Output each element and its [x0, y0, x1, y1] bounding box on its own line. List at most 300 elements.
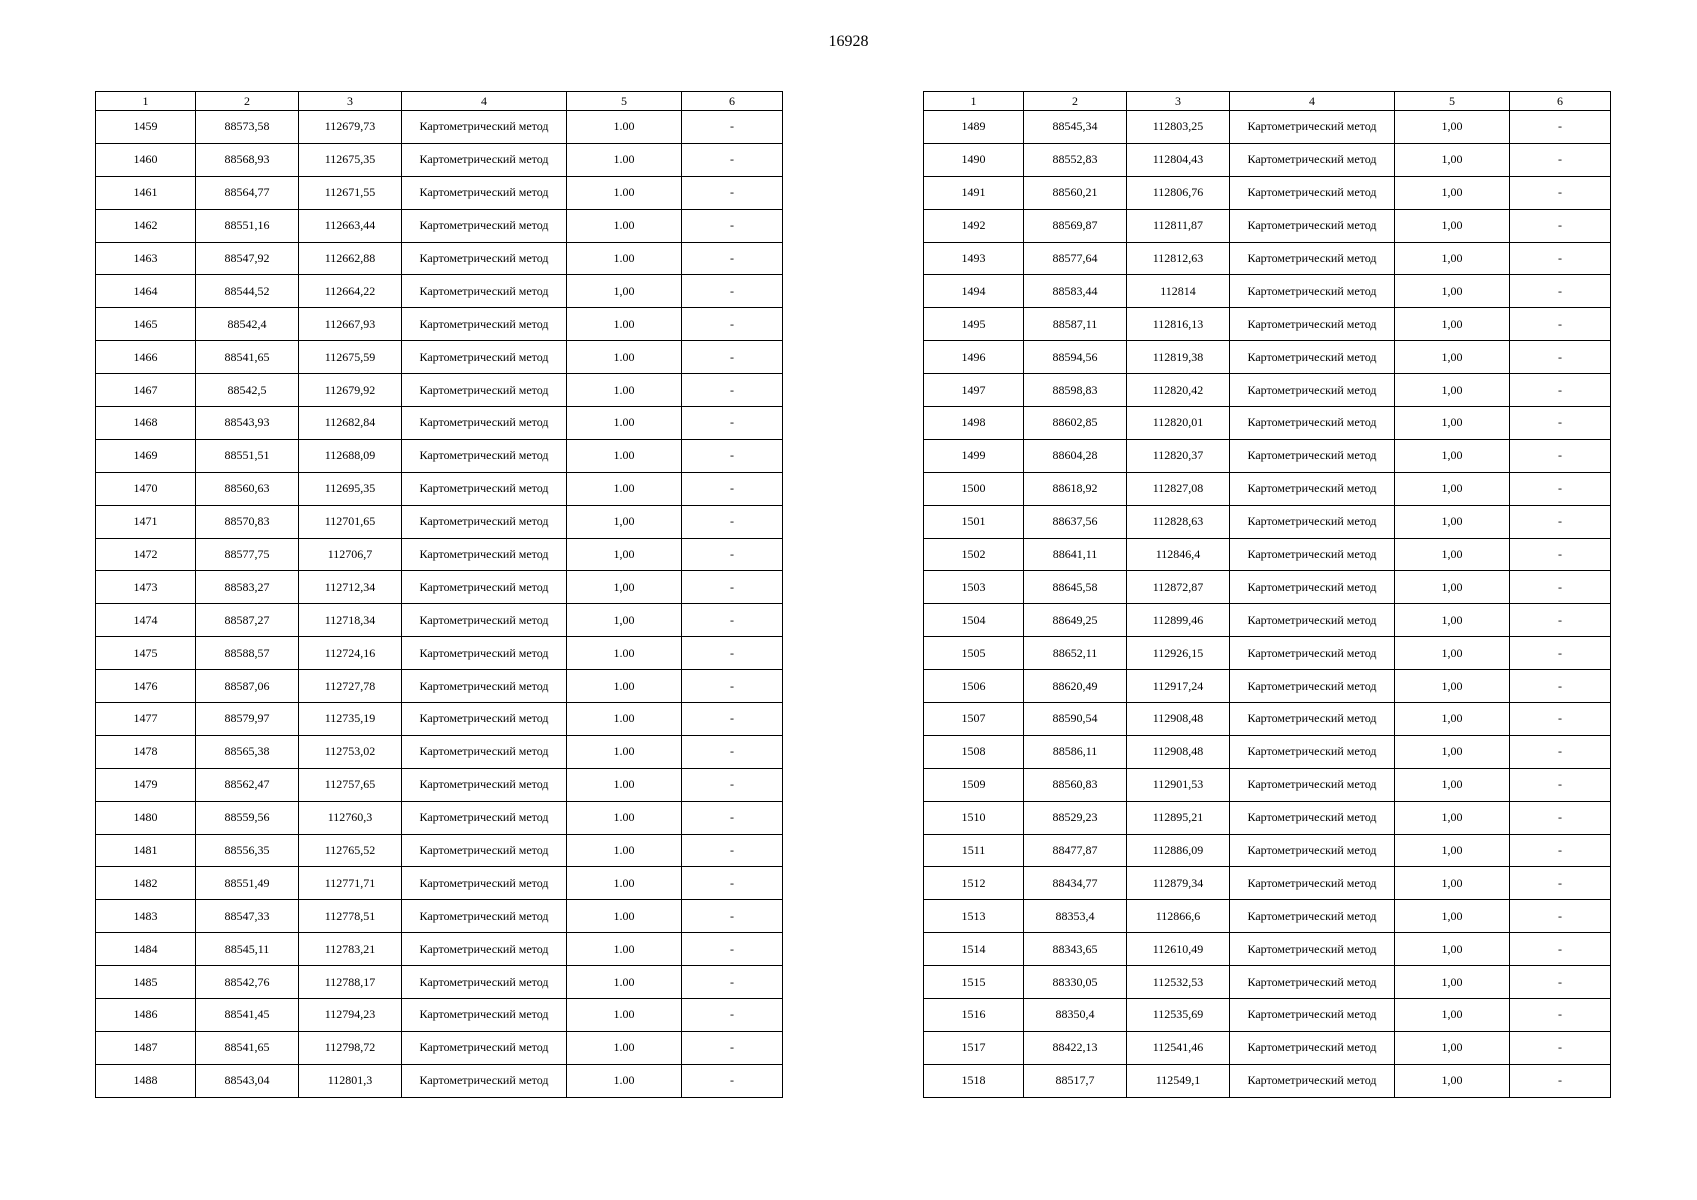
accuracy-cell: 1.00	[567, 308, 682, 341]
method-cell: Картометрический метод	[402, 242, 567, 275]
method-cell: Картометрический метод	[402, 670, 567, 703]
x-coordinate-cell: 88541,65	[196, 341, 299, 374]
description-cell: -	[682, 111, 783, 144]
point-number-cell: 1503	[924, 571, 1024, 604]
point-number-cell: 1502	[924, 538, 1024, 571]
y-coordinate-cell: 112679,92	[299, 374, 402, 407]
point-number-cell: 1496	[924, 341, 1024, 374]
y-coordinate-cell: 112682,84	[299, 407, 402, 440]
accuracy-cell: 1.00	[567, 439, 682, 472]
description-cell: -	[682, 867, 783, 900]
y-coordinate-cell: 112667,93	[299, 308, 402, 341]
point-number-cell: 1461	[96, 176, 196, 209]
y-coordinate-cell: 112771,71	[299, 867, 402, 900]
table-row	[96, 703, 783, 736]
point-number-cell: 1484	[96, 933, 196, 966]
method-cell: Картометрический метод	[402, 735, 567, 768]
description-cell: -	[682, 209, 783, 242]
table-row	[924, 275, 1611, 308]
x-coordinate-cell: 88562,47	[196, 768, 299, 801]
table-row	[924, 834, 1611, 867]
method-cell: Картометрический метод	[1230, 143, 1395, 176]
method-cell: Картометрический метод	[1230, 275, 1395, 308]
method-cell: Картометрический метод	[402, 143, 567, 176]
accuracy-cell: 1.00	[567, 801, 682, 834]
point-number-cell: 1516	[924, 999, 1024, 1032]
description-cell: -	[682, 768, 783, 801]
accuracy-cell: 1,00	[567, 275, 682, 308]
table-row	[924, 472, 1611, 505]
point-number-cell: 1501	[924, 505, 1024, 538]
description-cell: -	[682, 801, 783, 834]
y-coordinate-cell: 112801,3	[299, 1064, 402, 1097]
method-cell: Картометрический метод	[402, 966, 567, 999]
point-number-cell: 1466	[96, 341, 196, 374]
point-number-cell: 1517	[924, 1031, 1024, 1064]
accuracy-cell: 1.00	[567, 867, 682, 900]
x-coordinate-cell: 88551,49	[196, 867, 299, 900]
point-number-cell: 1512	[924, 867, 1024, 900]
description-cell: -	[1510, 209, 1611, 242]
point-number-cell: 1507	[924, 703, 1024, 736]
y-coordinate-cell: 112820,01	[1127, 407, 1230, 440]
description-cell: -	[1510, 604, 1611, 637]
table-row	[96, 505, 783, 538]
table-row	[924, 801, 1611, 834]
method-cell: Картометрический метод	[1230, 834, 1395, 867]
method-cell: Картометрический метод	[1230, 637, 1395, 670]
point-number-cell: 1470	[96, 472, 196, 505]
point-number-cell: 1473	[96, 571, 196, 604]
table-row	[924, 308, 1611, 341]
point-number-cell: 1477	[96, 703, 196, 736]
y-coordinate-cell: 112541,46	[1127, 1031, 1230, 1064]
description-cell: -	[682, 472, 783, 505]
table-row	[96, 472, 783, 505]
method-cell: Картометрический метод	[1230, 407, 1395, 440]
x-coordinate-cell: 88543,93	[196, 407, 299, 440]
accuracy-cell: 1,00	[1395, 834, 1510, 867]
y-coordinate-cell: 112695,35	[299, 472, 402, 505]
method-cell: Картометрический метод	[402, 933, 567, 966]
accuracy-cell: 1,00	[1395, 407, 1510, 440]
y-coordinate-cell: 112765,52	[299, 834, 402, 867]
x-coordinate-cell: 88570,83	[196, 505, 299, 538]
point-number-cell: 1495	[924, 308, 1024, 341]
description-cell: -	[1510, 834, 1611, 867]
table-row	[96, 637, 783, 670]
accuracy-cell: 1,00	[1395, 242, 1510, 275]
table-row	[96, 242, 783, 275]
y-coordinate-cell: 112806,76	[1127, 176, 1230, 209]
method-cell: Картометрический метод	[402, 1031, 567, 1064]
point-number-cell: 1479	[96, 768, 196, 801]
point-number-cell: 1511	[924, 834, 1024, 867]
y-coordinate-cell: 112706,7	[299, 538, 402, 571]
column-header: 3	[299, 92, 402, 111]
point-number-cell: 1465	[96, 308, 196, 341]
table-row	[96, 933, 783, 966]
table-row	[924, 933, 1611, 966]
point-number-cell: 1459	[96, 111, 196, 144]
table-row	[96, 111, 783, 144]
accuracy-cell: 1,00	[1395, 143, 1510, 176]
method-cell: Картометрический метод	[1230, 176, 1395, 209]
method-cell: Картометрический метод	[402, 999, 567, 1032]
method-cell: Картометрический метод	[402, 275, 567, 308]
x-coordinate-cell: 88587,06	[196, 670, 299, 703]
x-coordinate-cell: 88560,63	[196, 472, 299, 505]
x-coordinate-cell: 88560,21	[1024, 176, 1127, 209]
accuracy-cell: 1,00	[1395, 735, 1510, 768]
accuracy-cell: 1.00	[567, 670, 682, 703]
table-row	[96, 407, 783, 440]
point-number-cell: 1492	[924, 209, 1024, 242]
y-coordinate-cell: 112866,6	[1127, 900, 1230, 933]
table-row	[96, 1031, 783, 1064]
column-header: 6	[1510, 92, 1611, 111]
table-row	[924, 374, 1611, 407]
y-coordinate-cell: 112675,59	[299, 341, 402, 374]
x-coordinate-cell: 88517,7	[1024, 1064, 1127, 1097]
y-coordinate-cell: 112549,1	[1127, 1064, 1230, 1097]
y-coordinate-cell: 112827,08	[1127, 472, 1230, 505]
description-cell: -	[682, 966, 783, 999]
accuracy-cell: 1,00	[567, 571, 682, 604]
point-number-cell: 1485	[96, 966, 196, 999]
method-cell: Картометрический метод	[402, 111, 567, 144]
description-cell: -	[682, 143, 783, 176]
column-header: 1	[96, 92, 196, 111]
x-coordinate-cell: 88577,64	[1024, 242, 1127, 275]
table-row	[924, 341, 1611, 374]
method-cell: Картометрический метод	[402, 604, 567, 637]
y-coordinate-cell: 112788,17	[299, 966, 402, 999]
method-cell: Картометрический метод	[1230, 703, 1395, 736]
description-cell: -	[1510, 1064, 1611, 1097]
x-coordinate-cell: 88583,27	[196, 571, 299, 604]
description-cell: -	[1510, 341, 1611, 374]
description-cell: -	[1510, 571, 1611, 604]
y-coordinate-cell: 112820,42	[1127, 374, 1230, 407]
table-row	[96, 670, 783, 703]
y-coordinate-cell: 112679,73	[299, 111, 402, 144]
description-cell: -	[1510, 143, 1611, 176]
x-coordinate-cell: 88556,35	[196, 834, 299, 867]
point-number-cell: 1483	[96, 900, 196, 933]
description-cell: -	[1510, 439, 1611, 472]
accuracy-cell: 1,00	[567, 604, 682, 637]
table-row	[96, 834, 783, 867]
method-cell: Картометрический метод	[402, 867, 567, 900]
method-cell: Картометрический метод	[1230, 374, 1395, 407]
method-cell: Картометрический метод	[402, 637, 567, 670]
description-cell: -	[1510, 1031, 1611, 1064]
accuracy-cell: 1,00	[1395, 374, 1510, 407]
method-cell: Картометрический метод	[1230, 505, 1395, 538]
description-cell: -	[1510, 637, 1611, 670]
accuracy-cell: 1,00	[1395, 275, 1510, 308]
description-cell: -	[682, 933, 783, 966]
point-number-cell: 1463	[96, 242, 196, 275]
table-row	[924, 143, 1611, 176]
description-cell: -	[1510, 801, 1611, 834]
x-coordinate-cell: 88552,83	[1024, 143, 1127, 176]
y-coordinate-cell: 112778,51	[299, 900, 402, 933]
y-coordinate-cell: 112846,4	[1127, 538, 1230, 571]
method-cell: Картометрический метод	[1230, 867, 1395, 900]
description-cell: -	[1510, 308, 1611, 341]
point-number-cell: 1518	[924, 1064, 1024, 1097]
point-number-cell: 1510	[924, 801, 1024, 834]
point-number-cell: 1486	[96, 999, 196, 1032]
accuracy-cell: 1.00	[567, 1031, 682, 1064]
table-row	[96, 768, 783, 801]
description-cell: -	[682, 308, 783, 341]
y-coordinate-cell: 112535,69	[1127, 999, 1230, 1032]
accuracy-cell: 1,00	[1395, 571, 1510, 604]
table-body	[924, 111, 1611, 1098]
accuracy-cell: 1,00	[1395, 900, 1510, 933]
x-coordinate-cell: 88652,11	[1024, 637, 1127, 670]
point-number-cell: 1481	[96, 834, 196, 867]
accuracy-cell: 1.00	[567, 111, 682, 144]
method-cell: Картометрический метод	[1230, 111, 1395, 144]
description-cell: -	[682, 341, 783, 374]
point-number-cell: 1493	[924, 242, 1024, 275]
description-cell: -	[682, 670, 783, 703]
y-coordinate-cell: 112926,15	[1127, 637, 1230, 670]
point-number-cell: 1498	[924, 407, 1024, 440]
method-cell: Картометрический метод	[1230, 209, 1395, 242]
accuracy-cell: 1,00	[1395, 505, 1510, 538]
method-cell: Картометрический метод	[1230, 1031, 1395, 1064]
accuracy-cell: 1,00	[1395, 867, 1510, 900]
table-row	[96, 275, 783, 308]
method-cell: Картометрический метод	[402, 407, 567, 440]
table-row	[924, 111, 1611, 144]
table-row	[96, 966, 783, 999]
description-cell: -	[1510, 670, 1611, 703]
y-coordinate-cell: 112798,72	[299, 1031, 402, 1064]
x-coordinate-cell: 88350,4	[1024, 999, 1127, 1032]
y-coordinate-cell: 112712,34	[299, 571, 402, 604]
description-cell: -	[682, 637, 783, 670]
y-coordinate-cell: 112803,25	[1127, 111, 1230, 144]
point-number-cell: 1506	[924, 670, 1024, 703]
method-cell: Картометрический метод	[1230, 900, 1395, 933]
accuracy-cell: 1,00	[1395, 604, 1510, 637]
description-cell: -	[682, 834, 783, 867]
y-coordinate-cell: 112814	[1127, 275, 1230, 308]
accuracy-cell: 1,00	[567, 538, 682, 571]
description-cell: -	[682, 242, 783, 275]
accuracy-cell: 1.00	[567, 341, 682, 374]
table-row	[924, 604, 1611, 637]
description-cell: -	[1510, 966, 1611, 999]
description-cell: -	[1510, 999, 1611, 1032]
description-cell: -	[1510, 900, 1611, 933]
description-cell: -	[1510, 275, 1611, 308]
accuracy-cell: 1,00	[1395, 472, 1510, 505]
x-coordinate-cell: 88547,92	[196, 242, 299, 275]
x-coordinate-cell: 88565,38	[196, 735, 299, 768]
table-header-row	[96, 92, 783, 111]
description-cell: -	[1510, 538, 1611, 571]
y-coordinate-cell: 112783,21	[299, 933, 402, 966]
accuracy-cell: 1.00	[567, 1064, 682, 1097]
method-cell: Картометрический метод	[1230, 768, 1395, 801]
table-row	[924, 538, 1611, 571]
point-number-cell: 1460	[96, 143, 196, 176]
accuracy-cell: 1,00	[1395, 637, 1510, 670]
x-coordinate-cell: 88542,76	[196, 966, 299, 999]
x-coordinate-cell: 88645,58	[1024, 571, 1127, 604]
accuracy-cell: 1,00	[1395, 966, 1510, 999]
table-row	[96, 571, 783, 604]
method-cell: Картометрический метод	[1230, 308, 1395, 341]
point-number-cell: 1480	[96, 801, 196, 834]
table-row	[924, 1031, 1611, 1064]
table-row	[96, 308, 783, 341]
y-coordinate-cell: 112794,23	[299, 999, 402, 1032]
x-coordinate-cell: 88577,75	[196, 538, 299, 571]
description-cell: -	[682, 1064, 783, 1097]
y-coordinate-cell: 112724,16	[299, 637, 402, 670]
point-number-cell: 1513	[924, 900, 1024, 933]
table-row	[924, 176, 1611, 209]
accuracy-cell: 1.00	[567, 209, 682, 242]
accuracy-cell: 1,00	[1395, 176, 1510, 209]
column-header: 3	[1127, 92, 1230, 111]
point-number-cell: 1490	[924, 143, 1024, 176]
table-row	[924, 670, 1611, 703]
point-number-cell: 1489	[924, 111, 1024, 144]
description-cell: -	[1510, 407, 1611, 440]
column-header: 5	[567, 92, 682, 111]
x-coordinate-cell: 88545,11	[196, 933, 299, 966]
accuracy-cell: 1.00	[567, 735, 682, 768]
method-cell: Картометрический метод	[1230, 242, 1395, 275]
description-cell: -	[1510, 703, 1611, 736]
method-cell: Картометрический метод	[1230, 801, 1395, 834]
method-cell: Картометрический метод	[1230, 341, 1395, 374]
y-coordinate-cell: 112908,48	[1127, 703, 1230, 736]
point-number-cell: 1471	[96, 505, 196, 538]
accuracy-cell: 1.00	[567, 143, 682, 176]
description-cell: -	[682, 505, 783, 538]
method-cell: Картометрический метод	[402, 209, 567, 242]
accuracy-cell: 1,00	[1395, 308, 1510, 341]
description-cell: -	[1510, 768, 1611, 801]
method-cell: Картометрический метод	[1230, 472, 1395, 505]
y-coordinate-cell: 112879,34	[1127, 867, 1230, 900]
x-coordinate-cell: 88569,87	[1024, 209, 1127, 242]
table-row	[96, 604, 783, 637]
description-cell: -	[1510, 374, 1611, 407]
table-row	[924, 900, 1611, 933]
description-cell: -	[682, 374, 783, 407]
y-coordinate-cell: 112804,43	[1127, 143, 1230, 176]
x-coordinate-cell: 88568,93	[196, 143, 299, 176]
method-cell: Картометрический метод	[402, 703, 567, 736]
method-cell: Картометрический метод	[402, 1064, 567, 1097]
y-coordinate-cell: 112819,38	[1127, 341, 1230, 374]
point-number-cell: 1509	[924, 768, 1024, 801]
accuracy-cell: 1,00	[1395, 1064, 1510, 1097]
column-header: 2	[1024, 92, 1127, 111]
y-coordinate-cell: 112901,53	[1127, 768, 1230, 801]
accuracy-cell: 1.00	[567, 242, 682, 275]
table-row	[96, 801, 783, 834]
table-row	[924, 439, 1611, 472]
y-coordinate-cell: 112760,3	[299, 801, 402, 834]
point-number-cell: 1474	[96, 604, 196, 637]
accuracy-cell: 1,00	[1395, 209, 1510, 242]
accuracy-cell: 1,00	[1395, 801, 1510, 834]
x-coordinate-cell: 88649,25	[1024, 604, 1127, 637]
y-coordinate-cell: 112664,22	[299, 275, 402, 308]
accuracy-cell: 1.00	[567, 407, 682, 440]
accuracy-cell: 1,00	[1395, 670, 1510, 703]
table-row	[96, 538, 783, 571]
x-coordinate-cell: 88587,11	[1024, 308, 1127, 341]
point-number-cell: 1472	[96, 538, 196, 571]
x-coordinate-cell: 88573,58	[196, 111, 299, 144]
accuracy-cell: 1.00	[567, 176, 682, 209]
y-coordinate-cell: 112688,09	[299, 439, 402, 472]
method-cell: Картометрический метод	[402, 834, 567, 867]
y-coordinate-cell: 112812,63	[1127, 242, 1230, 275]
accuracy-cell: 1.00	[567, 374, 682, 407]
accuracy-cell: 1,00	[1395, 999, 1510, 1032]
table-row	[924, 768, 1611, 801]
y-coordinate-cell: 112532,53	[1127, 966, 1230, 999]
description-cell: -	[682, 735, 783, 768]
point-number-cell: 1505	[924, 637, 1024, 670]
x-coordinate-cell: 88579,97	[196, 703, 299, 736]
table-row	[96, 999, 783, 1032]
point-number-cell: 1508	[924, 735, 1024, 768]
y-coordinate-cell: 112816,13	[1127, 308, 1230, 341]
y-coordinate-cell: 112872,87	[1127, 571, 1230, 604]
y-coordinate-cell: 112886,09	[1127, 834, 1230, 867]
description-cell: -	[1510, 505, 1611, 538]
point-number-cell: 1515	[924, 966, 1024, 999]
table-row	[96, 341, 783, 374]
y-coordinate-cell: 112663,44	[299, 209, 402, 242]
description-cell: -	[682, 538, 783, 571]
y-coordinate-cell: 112675,35	[299, 143, 402, 176]
table-row	[96, 439, 783, 472]
accuracy-cell: 1.00	[567, 472, 682, 505]
x-coordinate-cell: 88422,13	[1024, 1031, 1127, 1064]
method-cell: Картометрический метод	[1230, 571, 1395, 604]
method-cell: Картометрический метод	[402, 900, 567, 933]
x-coordinate-cell: 88590,54	[1024, 703, 1127, 736]
method-cell: Картометрический метод	[1230, 439, 1395, 472]
table-row	[924, 242, 1611, 275]
method-cell: Картометрический метод	[1230, 604, 1395, 637]
point-number-cell: 1500	[924, 472, 1024, 505]
y-coordinate-cell: 112811,87	[1127, 209, 1230, 242]
point-number-cell: 1504	[924, 604, 1024, 637]
method-cell: Картометрический метод	[402, 472, 567, 505]
x-coordinate-cell: 88583,44	[1024, 275, 1127, 308]
x-coordinate-cell: 88330,05	[1024, 966, 1127, 999]
table-row	[924, 637, 1611, 670]
coordinates-table-right	[923, 91, 1611, 1098]
